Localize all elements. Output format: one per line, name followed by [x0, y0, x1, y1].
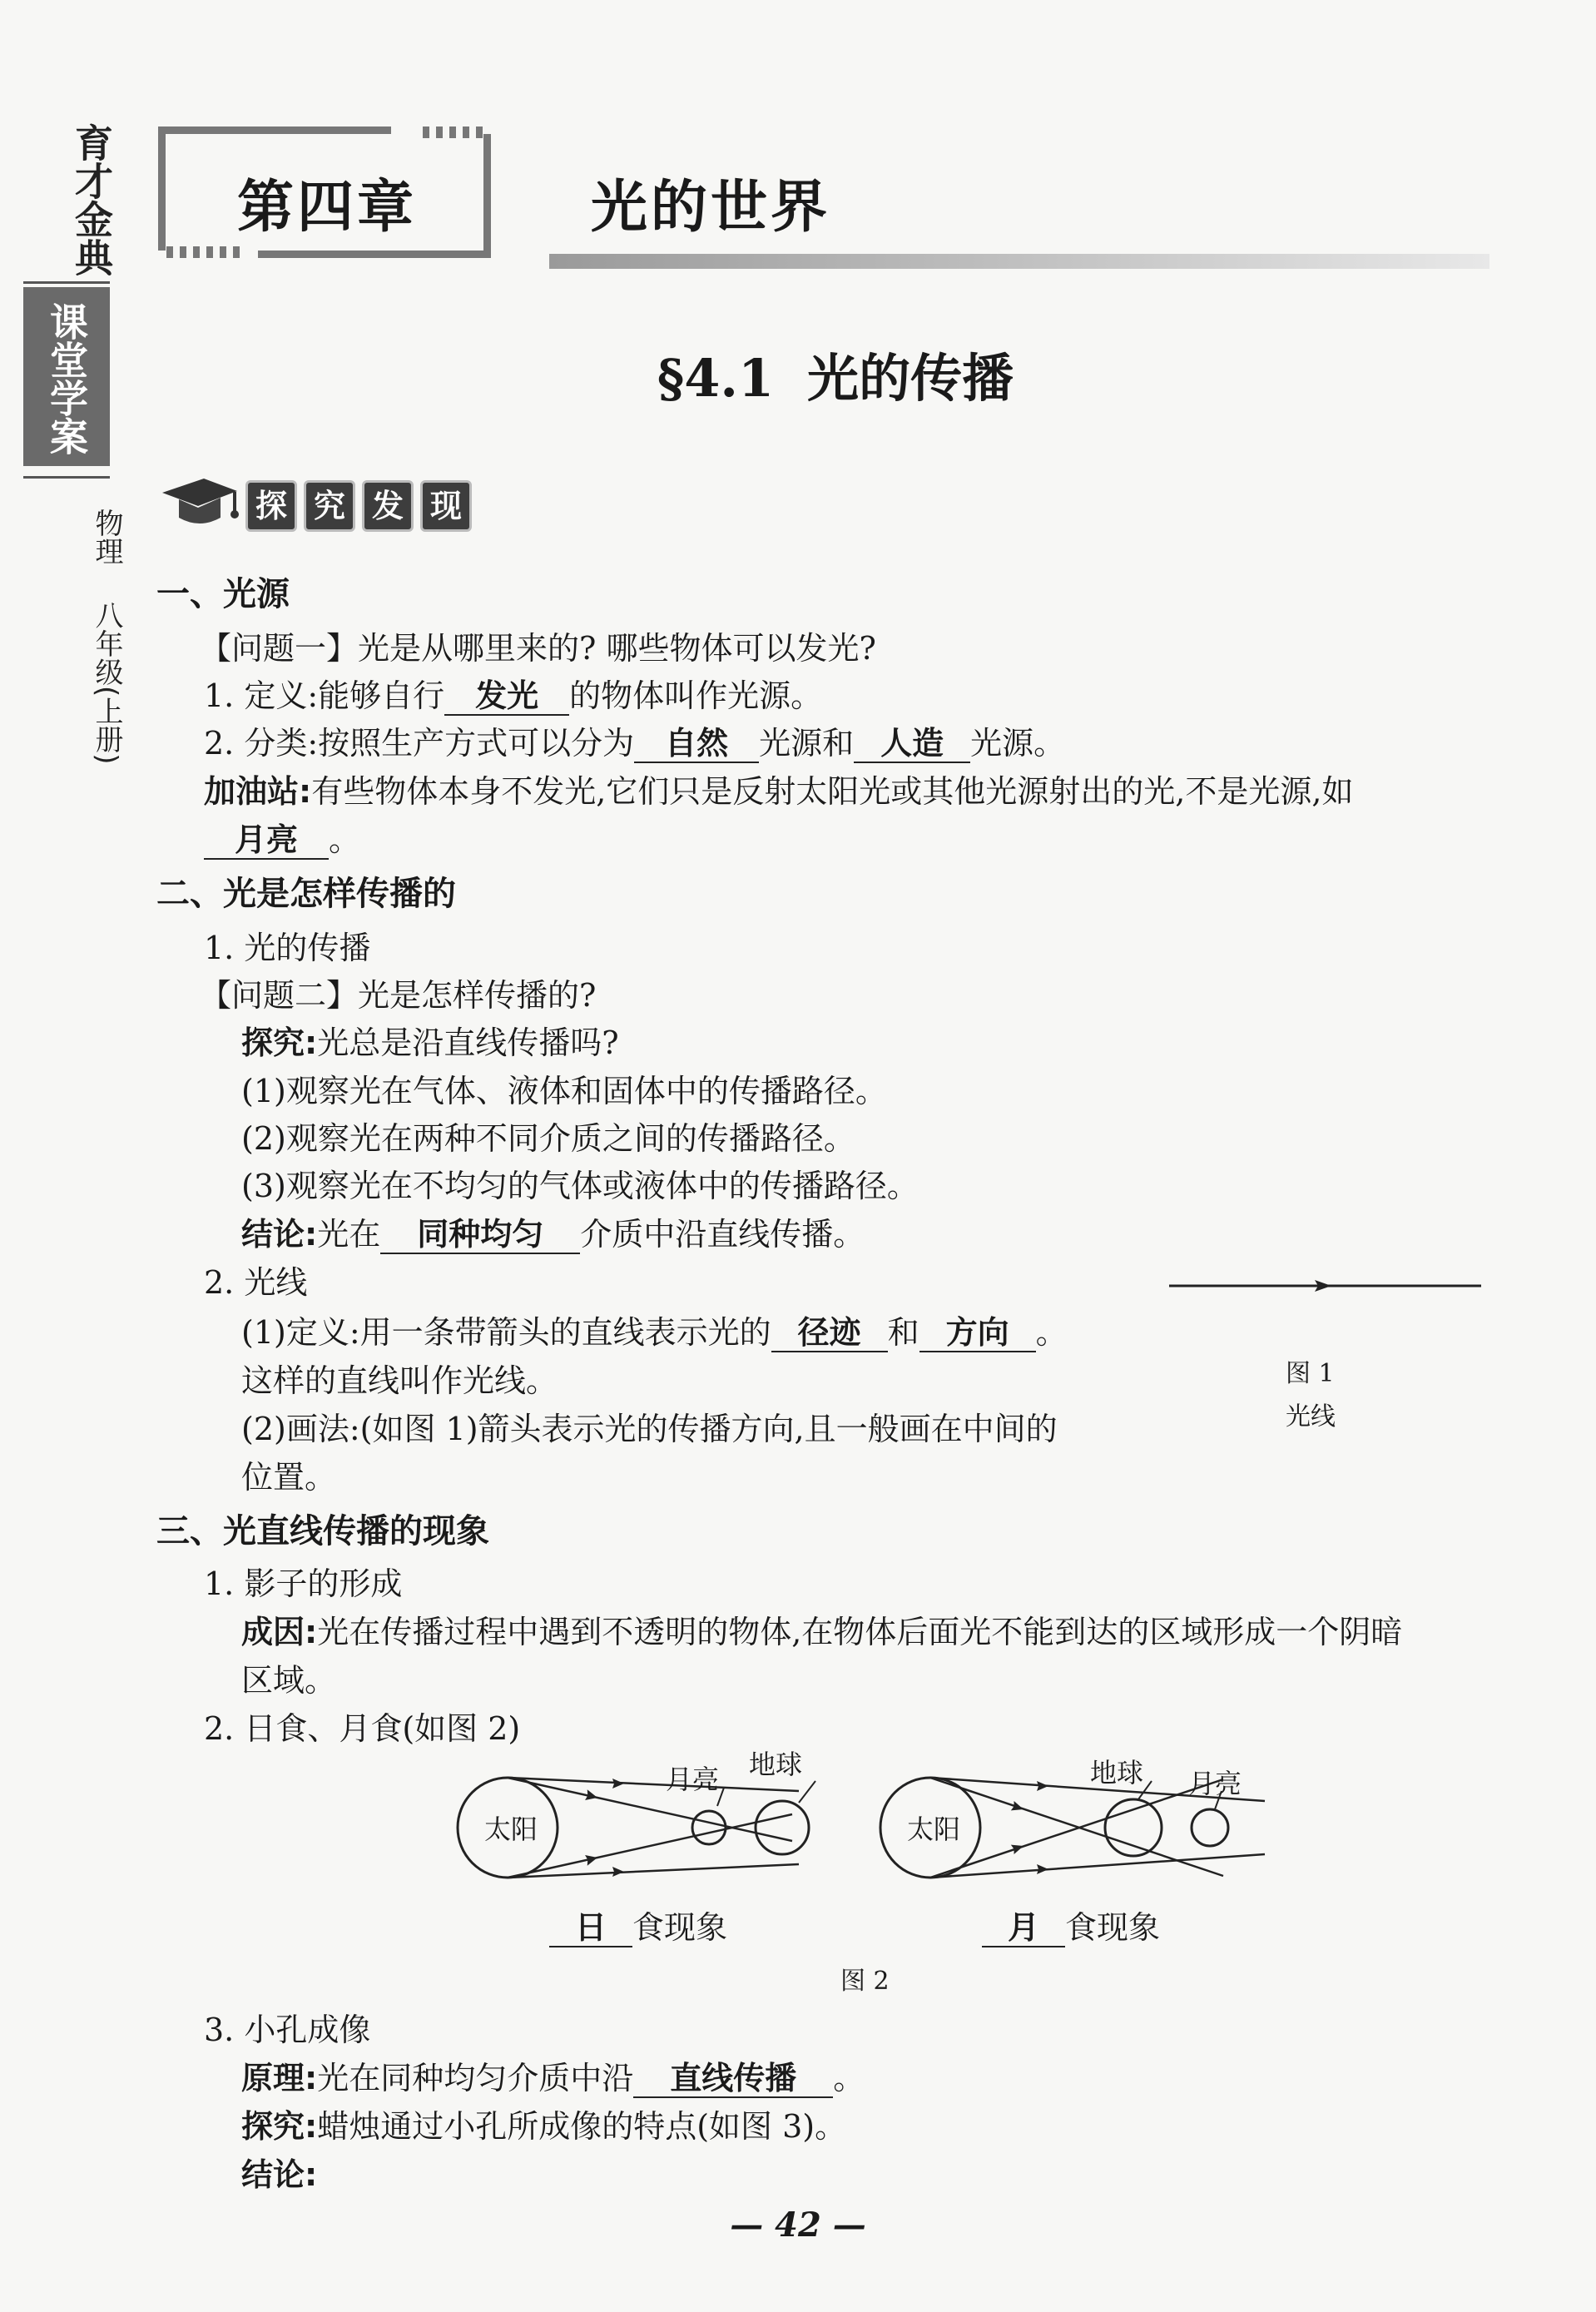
answer-blank: 发光	[444, 679, 569, 716]
sidebar-divider-2	[23, 476, 110, 479]
tip-line-2	[204, 814, 360, 860]
ray-definition	[241, 1307, 1068, 1352]
sidebar-series-label: 课堂学案	[44, 302, 89, 455]
classification-mid: 光源和	[759, 725, 855, 762]
cause-line	[241, 1606, 1402, 1652]
pinhole-explore	[241, 2101, 846, 2146]
principle-label: 原理:	[241, 2060, 318, 2096]
definition-line	[204, 670, 822, 716]
question-two: 【问题二】光是怎样传播的?	[200, 977, 597, 1014]
explore-label: 探究:	[241, 2108, 318, 2145]
tip-end: 。	[329, 821, 361, 858]
answer-blank: 直线传播	[633, 2061, 833, 2098]
answer-blank: 径迹	[771, 1316, 888, 1352]
heading-propagation: 二、光是怎样传播的	[156, 875, 456, 913]
explore-item: (3)观察光在不均匀的气体或液体中的传播路径。	[241, 1168, 919, 1204]
ray-drawing-cont: 位置。	[241, 1459, 337, 1496]
principle-end: 。	[833, 2060, 865, 2096]
heading-light-source: 一、光源	[156, 575, 290, 613]
classification-line	[204, 717, 1065, 763]
answer-blank: 月亮	[204, 823, 329, 860]
answer-blank: 自然	[634, 727, 759, 763]
explore-label: 探究:	[241, 1025, 318, 1061]
badge-char: 现	[420, 480, 472, 532]
fig2-earth-label: 地球	[749, 1749, 803, 1780]
classification-text: 2. 分类:按照生产方式可以分为	[204, 725, 635, 762]
tip-line	[204, 766, 1353, 811]
chapter-frame-dashes-2	[166, 246, 240, 258]
badge-char: 发	[362, 480, 414, 532]
graduation-cap-icon	[158, 474, 241, 533]
explore-item: (1)观察光在气体、液体和固体中的传播路径。	[241, 1073, 887, 1109]
fig2-moon-label: 月亮	[666, 1764, 720, 1795]
fig2-moon-label-2: 月亮	[1188, 1768, 1242, 1799]
definition-text-end: 的物体叫作光源。	[569, 677, 823, 714]
conclusion-label: 结论:	[241, 2156, 318, 2193]
badge-char: 探	[245, 480, 297, 532]
ray-definition-mid: 和	[887, 1314, 919, 1351]
section-number: §4.1	[657, 348, 775, 409]
definition-text: 1. 定义:能够自行	[204, 677, 445, 714]
solar-eclipse-caption	[549, 1902, 727, 1947]
chapter-title: 光的世界	[591, 175, 831, 241]
classification-end: 光源。	[970, 725, 1066, 762]
section-title	[0, 337, 1596, 411]
tip-text: 有些物体本身不发光,它们只是反射太阳光或其他光源射出的光,不是光源,如	[311, 773, 1354, 810]
sidebar-divider	[23, 281, 110, 284]
explore-item: (2)观察光在两种不同介质之间的传播路径。	[241, 1120, 855, 1157]
ray-definition-end: 。	[1035, 1314, 1068, 1351]
conclusion-label: 结论:	[241, 1216, 318, 1253]
lunar-eclipse-caption	[982, 1902, 1160, 1947]
answer-blank: 人造	[854, 727, 970, 763]
figure-1-label: 图 1	[1286, 1359, 1335, 1388]
answer-blank: 月	[982, 1911, 1065, 1947]
sub-eclipse: 2. 日食、月食(如图 2)	[204, 1710, 521, 1747]
phenomenon-text: 食现象	[632, 1909, 728, 1946]
answer-blank: 日	[549, 1911, 632, 1947]
ray-definition-text: (1)定义:用一条带箭头的直线表示光的	[241, 1314, 771, 1351]
badge-char: 究	[304, 480, 355, 532]
tip-label: 加油站:	[204, 773, 312, 810]
conclusion-text: 光在	[317, 1216, 381, 1253]
phenomenon-text: 食现象	[1065, 1909, 1161, 1946]
answer-blank: 方向	[919, 1316, 1036, 1352]
explore-line	[241, 1017, 619, 1063]
header-bar	[549, 254, 1489, 269]
ray-definition-cont: 这样的直线叫作光线。	[241, 1362, 558, 1399]
explore-badge	[245, 480, 472, 532]
sidebar-grade: 八年级(上册)	[90, 600, 123, 765]
heading-phenomena: 三、光直线传播的现象	[156, 1512, 489, 1550]
principle-text: 光在同种均匀介质中沿	[317, 2060, 634, 2096]
figure-1-caption: 光线	[1286, 1402, 1336, 1431]
sub-pinhole: 3. 小孔成像	[204, 2012, 371, 2048]
fig2-sun-label-2: 太阳	[907, 1813, 961, 1845]
page-number: — 42 —	[730, 2205, 866, 2245]
fig2-sun-label: 太阳	[484, 1813, 538, 1845]
cause-cont: 区域。	[241, 1662, 337, 1699]
sub-propagation: 1. 光的传播	[204, 930, 371, 966]
question-one: 【问题一】光是从哪里来的? 哪些物体可以发光?	[200, 630, 876, 667]
principle-line	[241, 2052, 865, 2098]
figure-1-light-ray	[1165, 1273, 1489, 1298]
figure-2-label: 图 2	[840, 1967, 890, 1996]
cause-label: 成因:	[241, 1614, 318, 1650]
answer-blank: 同种均匀	[380, 1218, 580, 1254]
sidebar-subject: 物理	[90, 509, 123, 565]
explore-text: 蜡烛通过小孔所成像的特点(如图 3)。	[317, 2108, 847, 2145]
chapter-frame-dashes	[423, 127, 483, 138]
conclusion-end: 介质中沿直线传播。	[580, 1216, 865, 1253]
section-name: 光的传播	[807, 348, 1014, 409]
cause-text: 光在传播过程中遇到不透明的物体,在物体后面光不能到达的区域形成一个阴暗	[317, 1614, 1403, 1650]
conclusion-line	[241, 1208, 865, 1254]
ray-drawing: (2)画法:(如图 1)箭头表示光的传播方向,且一般画在中间的	[241, 1411, 1058, 1447]
pinhole-conclusion	[241, 2149, 317, 2195]
fig2-earth-label-2: 地球	[1090, 1757, 1144, 1789]
sidebar-brand: 育才金典	[69, 123, 114, 276]
explore-text: 光总是沿直线传播吗?	[317, 1025, 619, 1061]
chapter-number: 第四章	[237, 175, 418, 241]
sub-light-ray: 2. 光线	[204, 1264, 308, 1301]
sub-shadow: 1. 影子的形成	[204, 1565, 403, 1602]
